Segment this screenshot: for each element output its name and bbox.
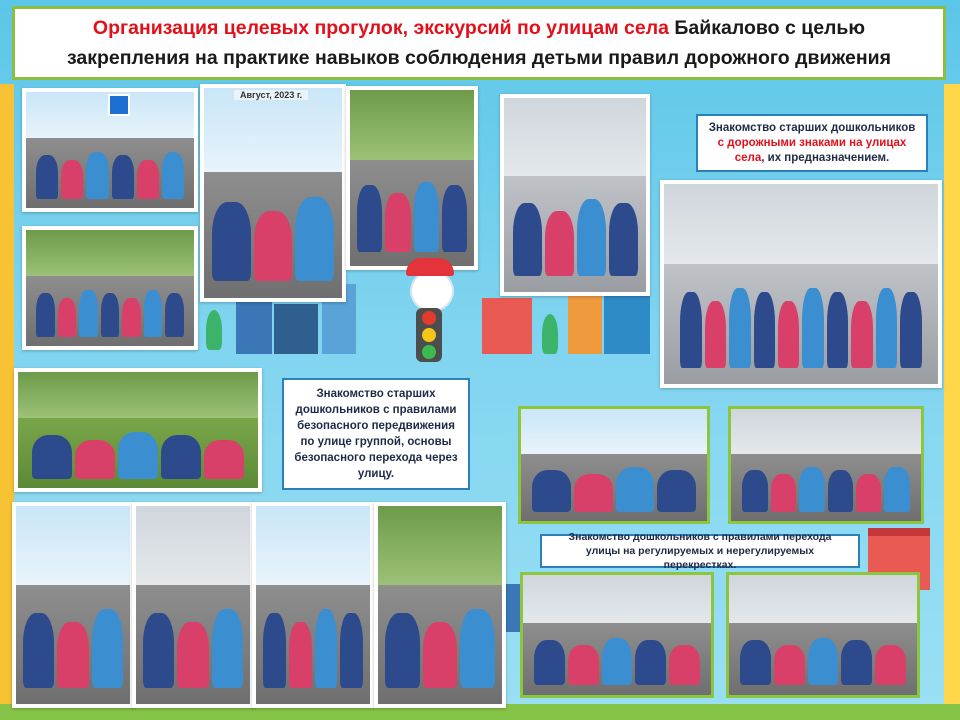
caption-safe-movement (282, 378, 470, 490)
crosswalk-sign-icon (108, 94, 130, 116)
building-decor (482, 298, 532, 354)
photo-kids-walking-line (22, 226, 198, 350)
photo-street-corner (252, 502, 374, 708)
photo-kids-crossing-road (728, 406, 924, 524)
photo-kids-walking-road (518, 406, 710, 524)
tree-decor (206, 310, 222, 350)
right-decor-stripe (944, 84, 960, 704)
building-decor (274, 304, 318, 354)
caption-road-signs-b: , их предназначением. (761, 151, 890, 164)
caption-safe-movement-text: Знакомство старших дошкольников с правилами безопасного передвижения по улице группой, основы безопасного перехода через улицу. (294, 388, 458, 480)
caption-road-signs-a: Знакомство старших дошкольников (708, 121, 916, 134)
photo-kids-crossing-street (200, 84, 346, 302)
caption-intersections-text: Знакомство дошкольников с правилами перехода улицы на регулируемых и нерегулируемых перекрестках. (568, 531, 832, 571)
photo-kids-snowy-road (500, 94, 650, 296)
photo-kids-blue-hats (374, 502, 506, 708)
photo-group-by-road-sign (660, 180, 942, 388)
snowman-traffic-light-mascot (392, 256, 468, 366)
photo-kids-back-view (12, 502, 134, 708)
caption-intersections (540, 531, 860, 571)
photo-kids-at-traffic-light (520, 572, 714, 698)
caption-road-signs-red: с дорожными знаками на улицах села (717, 136, 907, 164)
title-red-part: Организация целевых прогулок, экскурсий по улицам села (92, 17, 669, 39)
photo-kids-with-teacher (346, 86, 478, 270)
photo-date-label: Август, 2023 г. (234, 90, 308, 100)
tree-decor (542, 314, 558, 354)
photo-kids-near-road-fence (726, 572, 920, 698)
photo-kids-sidewalk (132, 502, 254, 708)
title-black-part: Байкалово с целью закрепления на практике навыков соблюдения детьми правил дорожного движения (66, 17, 892, 69)
building-decor (604, 290, 650, 354)
photo-kids-at-crosswalk (22, 88, 198, 212)
caption-road-signs (696, 114, 928, 172)
slide-title (12, 6, 946, 80)
building-decor (568, 296, 602, 354)
photo-kids-by-warning-sign (14, 368, 262, 492)
